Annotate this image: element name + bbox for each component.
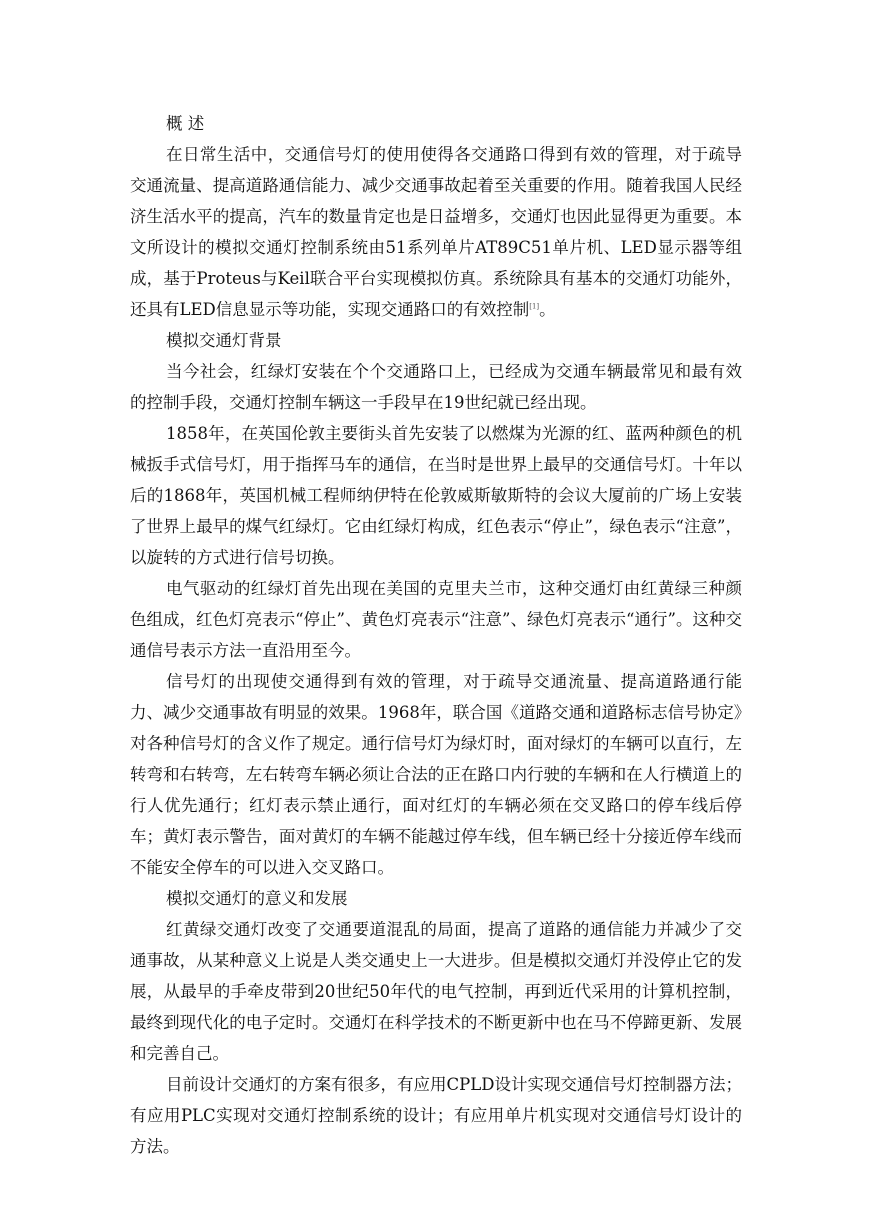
paragraph-background-4: 信号灯的出现使交通得到有效的管理，对于疏导交通流量、提高道路通行能力、减少交通事故有明显的效果。1968年，联合国《道路交通和道路标志信号协定》对各种信号灯的含义作了规定。通行信号灯为绿灯时，面对绿灯的车辆可以直行，左转弯和右转弯，左右转弯车辆必须让合法的正在路口内行驶的车辆和在人行横道上的行人优先通行；红灯表示禁止通行，面对红灯的车辆必须在交叉路口的停车线后停车；黄灯表示警告，面对黄灯的车辆不能越过停车线，但车辆已经十分接近停车线而不能安全停车的可以进入交叉路口。 — [130, 672, 742, 877]
paragraph-overview — [130, 139, 742, 325]
paragraph-significance-1: 红黄绿交通灯改变了交通要道混乱的局面，提高了道路的通信能力并减少了交通事故，从某种意义上说是人类交通史上一大进步。但是模拟交通灯并没停止它的发展，从最早的手牵皮带到20世纪50年代的电气控制，再到近代采用的计算机控制，最终到现代化的电子定时。交通灯在科学技术的不断更新中也在马不停蹄更新、发展和完善自己。 — [130, 920, 742, 1063]
paragraph-significance-2: 目前设计交通灯的方案有很多，有应用CPLD设计实现交通信号灯控制器方法；有应用PLC实现对交通灯控制系统的设计；有应用单片机实现对交通信号灯设计的方法。 — [130, 1075, 742, 1156]
document-page — [130, 108, 742, 1162]
section-heading-background: 模拟交通灯背景 — [166, 331, 282, 350]
paragraph-background-2: 1858年，在英国伦敦主要街头首先安装了以燃煤为光源的红、蓝两种颜色的机械扳手式信号灯，用于指挥马车的通信，在当时是世界上最早的交通信号灯。十年以后的1868年，英国机械工程师纳伊特在伦敦威斯敏斯特的会议大厦前的广场上安装了世界上最早的煤气红绿灯。它由红绿灯构成，红色表示“停止”，绿色表示“注意”，以旋转的方式进行信号切换。 — [130, 424, 742, 567]
paragraph-overview-tail: 。 — [539, 300, 556, 319]
paragraph-background-1: 当今社会，红绿灯安装在个个交通路口上，已经成为交通车辆最常见和最有效的控制手段，交通灯控制车辆这一手段早在19世纪就已经出现。 — [130, 362, 742, 412]
paragraph-background-3: 电气驱动的红绿灯首先出现在美国的克里夫兰市，这种交通灯由红黄绿三种颜色组成，红色灯亮表示“停止”、黄色灯亮表示“注意”、绿色灯亮表示“通行”。这种交通信号表示方法一直沿用至今。 — [130, 579, 742, 660]
section-heading-significance: 模拟交通灯的意义和发展 — [166, 889, 348, 908]
section-heading-overview: 概 述 — [166, 114, 205, 133]
citation-mark: [1] — [529, 302, 540, 311]
paragraph-overview-text: 在日常生活中，交通信号灯的使用使得各交通路口得到有效的管理，对于疏导交通流量、提高道路通信能力、减少交通事故起着至关重要的作用。随着我国人民经济生活水平的提高，汽车的数量肯定也是日益增多，交通灯也因此显得更为重要。本文所设计的模拟交通灯控制系统由51系列单片AT89C51单片机、LED显示器等组成，基于Proteus与Keil联合平台实现模拟仿真。系统除具有基本的交通灯功能外，还具有LED信息显示等功能，实现交通路口的有效控制 — [130, 145, 742, 319]
